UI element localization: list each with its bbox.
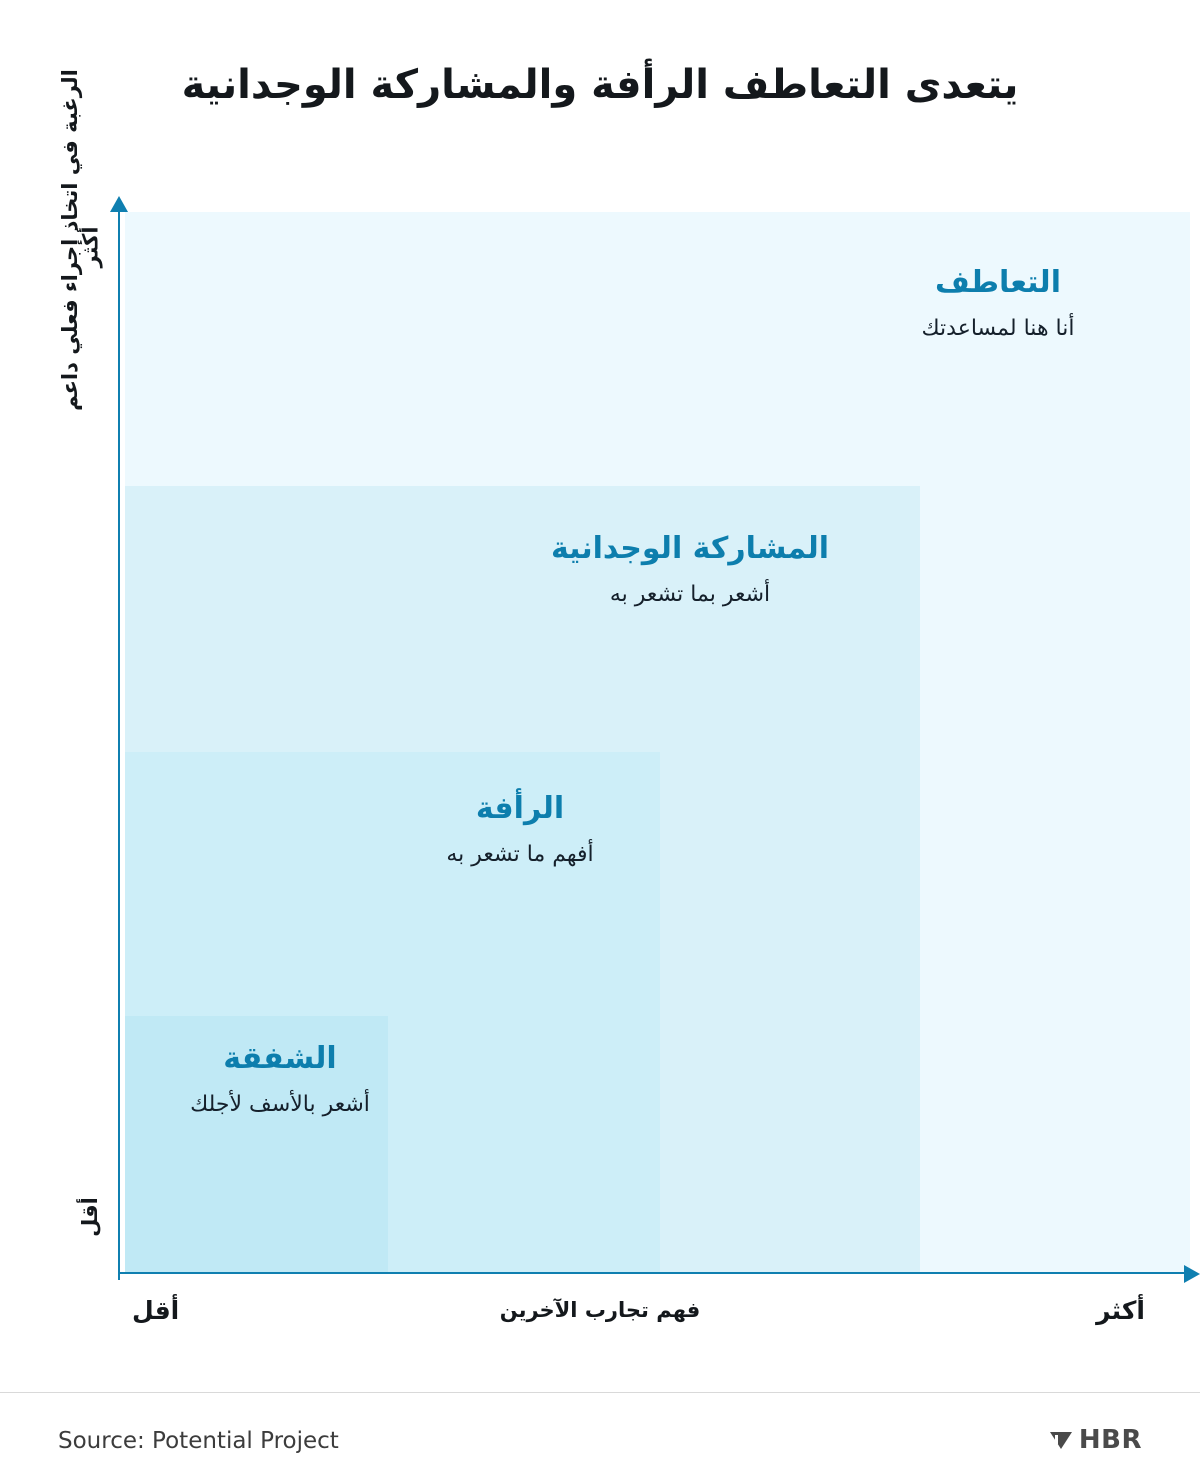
y-axis-line — [118, 206, 120, 1280]
label-pity-heading: الشفقة — [223, 1041, 337, 1076]
label-compassion-heading: الرأفة — [475, 791, 565, 826]
y-axis-title: الرغبة في اتخاذ إجراء فعلي داعم — [58, 69, 82, 411]
label-compassion — [390, 790, 650, 871]
hbr-logo-text: HBR — [1078, 1425, 1142, 1455]
label-compassion-subtitle: أفهم ما تشعر به — [446, 841, 594, 867]
x-axis-title: فهم تجارب الآخرين — [499, 1298, 701, 1322]
x-axis-tick-low: أقل — [132, 1296, 180, 1325]
label-pity-subtitle: أشعر بالأسف لأجلك — [190, 1091, 370, 1117]
label-sympathy — [480, 530, 900, 611]
label-sympathy-heading: المشاركة الوجدانية — [550, 531, 830, 566]
label-pity — [160, 1040, 400, 1121]
hbr-mark-icon — [1050, 1432, 1072, 1449]
y-axis-tick-low: أقل — [77, 1197, 102, 1237]
source-caption: Source: Potential Project — [58, 1428, 339, 1454]
chart-plot-area — [125, 212, 1190, 1274]
label-empathy-heading: التعاطف — [935, 265, 1061, 300]
page-title: يتعدى التعاطف الرأفة والمشاركة الوجدانية — [181, 62, 1019, 108]
label-empathy — [848, 264, 1148, 345]
y-axis-arrow-icon — [110, 196, 128, 212]
x-axis-arrow-icon — [1184, 1265, 1200, 1283]
footer-divider — [0, 1392, 1200, 1393]
label-sympathy-subtitle: أشعر بما تشعر به — [609, 581, 771, 607]
x-axis-tick-high: أكثر — [1096, 1296, 1145, 1325]
x-axis-line — [118, 1272, 1190, 1274]
y-axis-tick-high: أكثر — [78, 226, 103, 268]
hbr-logo — [1050, 1425, 1142, 1455]
label-empathy-subtitle: أنا هنا لمساعدتك — [921, 315, 1075, 341]
